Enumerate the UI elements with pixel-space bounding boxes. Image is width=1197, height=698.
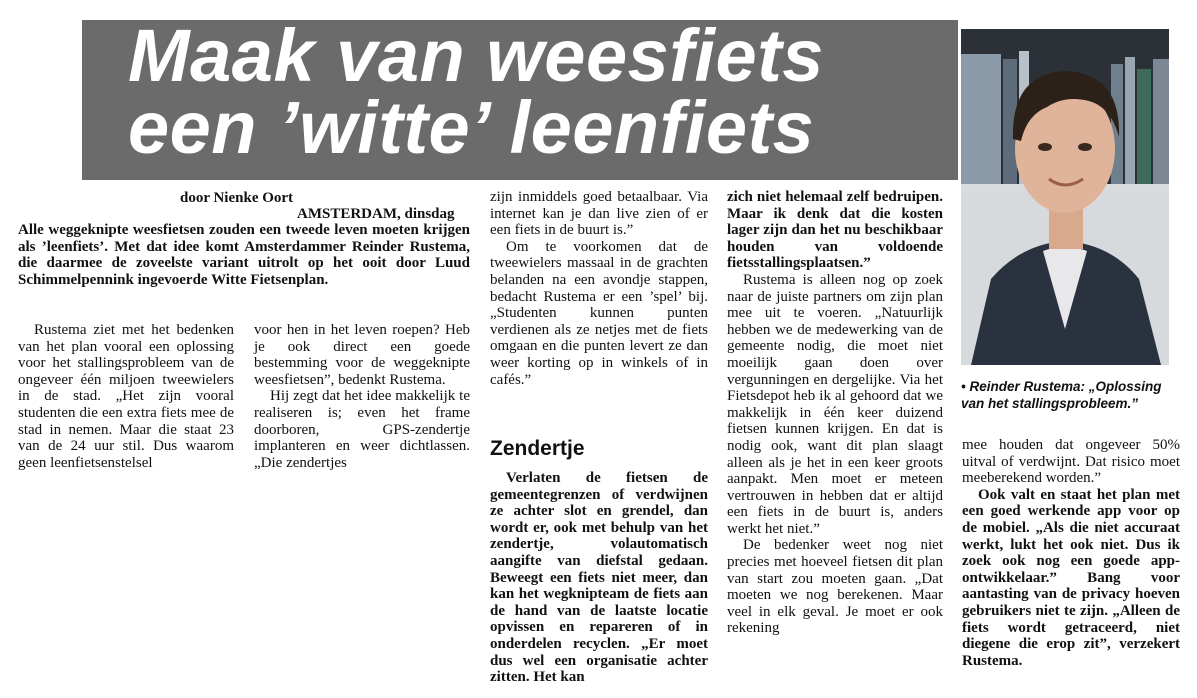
- dateline: AMSTERDAM, dinsdag: [297, 206, 455, 222]
- column-4-paragraph-1: zich niet helemaal zelf bedruipen. Maar ik denk dat die kosten lager zijn dan het nu beschikbaar houden van voldoende fietsstallingsplaatsen.”: [727, 189, 943, 272]
- column-4-paragraph-3: De bedenker weet nog niet precies met hoeveel fietsen dit plan van start zou moeten gaan. „Dat moeten we nog berekenen. Maar veel in elk geval. Je moet er ook rekening: [727, 537, 943, 637]
- page-top-edge: [0, 0, 1197, 6]
- column-3-paragraph-1: zijn inmiddels goed betaalbaar. Via internet kan je dan live zien of er een fiets in de buurt is.”: [490, 189, 708, 239]
- portrait-illustration: [961, 29, 1169, 365]
- column-3-paragraph-3: Verlaten de fietsen de gemeentegrenzen of verdwijnen ze achter slot en grendel, dan wordt er, ook met behulp van het zendertje, volautomatisch aangifte van diefstal gedaan. Beweegt een fiets niet meer, dan kan het wegknipteam de fiets aan de hand van de laatste locatie opvissen en repareren of in onderdelen recyclen. „Er moet dus wel een organisatie achter zitten. Het kan: [490, 470, 708, 686]
- column-5-paragraph-1: mee houden dat ongeveer 50% uitval of verdwijnt. Dat risico moet meeberekend worden.”: [962, 437, 1180, 487]
- column-3-paragraph-2: Om te voorkomen dat de tweewielers massaal in de grachten belanden na een avondje stappen, bedacht Rustema er een ’spel’ bij. „Studenten kunnen punten verdienen als ze netjes met de fiets omgaan en die punten levert ze dan weer korting op in winkels of in cafés.”: [490, 238, 708, 388]
- column-5: [962, 437, 1180, 669]
- article-intro: Alle weggeknipte weesfietsen zouden een tweede leven moeten krijgen als ’leenfiets’. Met dat idee komt Amsterdammer Reinder Rustema, die daarmee de zoveelste variant uitrolt op het ooit door Luud Schimmelpennink ingevoerde Witte Fietsenplan.: [18, 222, 470, 288]
- column-2: [254, 322, 470, 471]
- column-3-bottom: [490, 470, 708, 686]
- headline-line-1: Maak van weesfiets: [128, 14, 824, 97]
- column-4: [727, 189, 943, 637]
- headline-line-2: een ’witte’ leenfiets: [128, 86, 815, 169]
- column-3-top: [490, 189, 708, 388]
- subheading: Zendertje: [490, 437, 585, 460]
- column-5-paragraph-2: Ook valt en staat het plan met een goed werkende app voor op de mobiel. „Als die niet accuraat werkt, lukt het ook niet. Dus ik zoek ook nog een goede app-ontwikkelaar.” Bang voor aantasting van de privacy hoeven gebruikers niet te zijn. „Alleen de fiets wordt getraceerd, niet diegene die erop zit”, verzekert Rustema.: [962, 486, 1180, 669]
- byline: door Nienke Oort: [180, 190, 294, 206]
- headline: [128, 14, 948, 169]
- column-1: [18, 322, 234, 471]
- column-2-paragraph-1: voor hen in het leven roepen? Heb je ook direct een goede bestemming voor de weggeknipte weesfietsen”, bedenkt Rustema.: [254, 322, 470, 388]
- column-1-paragraph: Rustema ziet met het bedenken van het plan vooral een oplossing voor het stallingsprobleem van de ongeveer één miljoen tweewielers in de stad. „Het zijn vooral studenten die een extra fiets mee de stad in nemen. Maar die staat 23 van de 24 uur stil. Dus waarom geen leenfietsenstelsel: [18, 322, 234, 471]
- column-2-paragraph-2: Hij zegt dat het idee makkelijk te realiseren is; even het frame doorboren, GPS-zendertje implanteren en weer dichtlassen. „Die zendertjes: [254, 388, 470, 471]
- portrait-photo: [961, 29, 1169, 365]
- photo-caption: • Reinder Rustema: „Oplossing van het stallingsprobleem.”: [961, 379, 1162, 411]
- column-4-paragraph-2: Rustema is alleen nog op zoek naar de juiste partners om zijn plan mee uit te voeren. „Natuurlijk hebben we de medewerking van de gemeente nodig, die moet niet moeilijk gaan doen over vergunningen en dergelijke. Via het Fietsdepot heb ik al gehoord dat we makkelijk in één keer duizend fietsen kunnen krijgen. En dat is nodig ook, want dit plan slaagt alleen als je het in een keer groots aanpakt. Men moet er meteen vertrouwen in hebben dat er altijd een fiets in de buurt is, anders werkt het niet.”: [727, 271, 943, 537]
